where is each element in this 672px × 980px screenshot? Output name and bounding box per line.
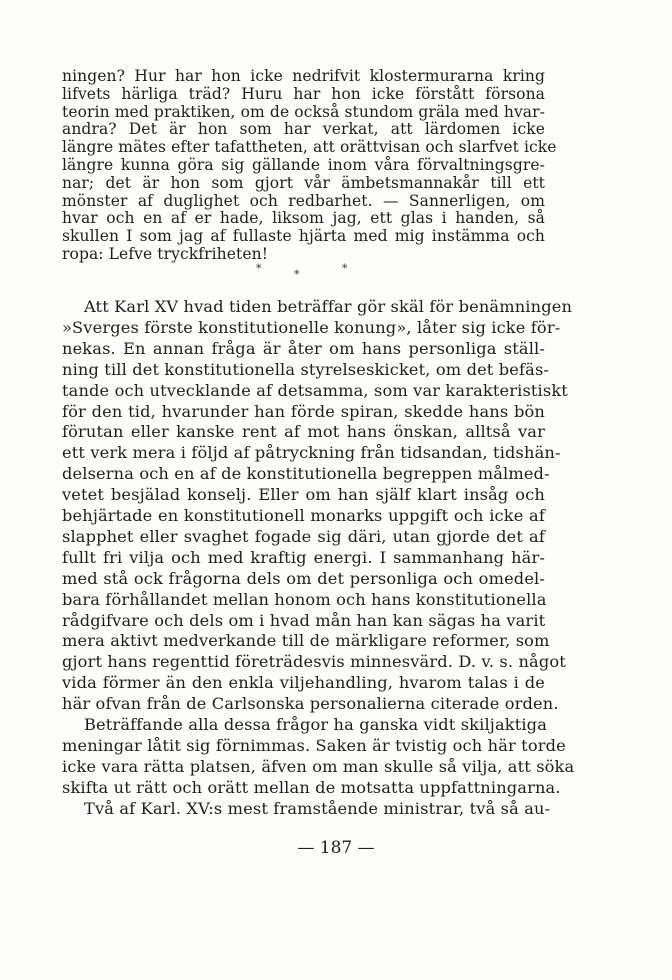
text-line: mera aktivt medverkande till de märkligare reformer, som	[62, 631, 550, 651]
text-line: slapphet eller svaghet fogade sig däri, utan gjorde det af	[62, 526, 545, 546]
text-line: ning till det konstitutionella styrelseskicket, om det befäs-	[62, 359, 550, 379]
text-line: ropa: Lefve tryckfriheten!	[62, 245, 269, 263]
asterisk: *	[294, 268, 300, 281]
text-line: vetet besjälad konselj. Eller om han själf klart insåg och	[62, 485, 545, 505]
text-line: bara förhållandet mellan honom och hans konstitutionella	[62, 589, 547, 609]
text-line: lifvets härliga träd? Huru har hon icke förstått försona	[62, 84, 545, 103]
text-line: hvar och en af er hade, liksom jag, ett glas i handen, så	[62, 209, 545, 228]
text-line: Två af Karl. XV:s mest framstående ministrar, två så au-	[84, 798, 551, 818]
text-line: Beträffande alla dessa frågor ha ganska vidt skiljaktiga	[84, 715, 547, 734]
text-line: ningen? Hur har hon icke nedrifvit klostermurarna kring	[62, 67, 545, 85]
text-line: meningar låtit sig förnimmas. Saken är tvistig och här torde	[62, 735, 566, 755]
text-line: delserna och en af de konstitutionella begreppen målmed-	[62, 464, 550, 484]
text-line: teorin med praktiken, om de också stundom gräla med hvar-	[62, 102, 545, 121]
text-line: rådgifvare och dels om i hvad mån han kan sägas ha varit	[62, 610, 546, 630]
text-line: med stå ock frågorna dels om det personliga och omedel-	[62, 568, 545, 588]
text-line: vida förmer än den enkla viljehandling, hvarom talas i de	[62, 673, 545, 693]
text-line: här ofvan från de Carlsonska personalierna citerade orden.	[62, 694, 559, 714]
text-line: ett verk mera i följd af påtryckning från tidsandan, tidshän-	[62, 443, 561, 463]
text-line: gjort hans regenttid företrädesvis minnesvärd. D. v. s. något	[62, 652, 566, 672]
text-line: skifta ut rätt och orätt mellan de motsatta uppfattningarna.	[62, 777, 561, 797]
section-divider-asterisks	[250, 262, 360, 282]
text-line: »Sverges förste konstitutionelle konung», låter sig icke för-	[62, 317, 561, 337]
text-line: icke vara rätta platsen, äfven om man skulle så vilja, att söka	[62, 756, 575, 776]
text-line: tande och utvecklande af detsamma, som var karakteristiskt	[62, 380, 568, 400]
text-line: andra? Det är hon som har verkat, att lärdomen icke	[62, 120, 545, 139]
page-number: — 187 —	[297, 838, 375, 858]
asterisk: *	[256, 262, 262, 275]
text-line: längre kunna göra sig gällande inom våra förvaltningsgre-	[62, 156, 545, 174]
text-line: för den tid, hvarunder han förde spiran, skedde hans bön	[62, 401, 545, 421]
asterisk: *	[342, 262, 348, 275]
text-line: fullt fri vilja och med kraftig energi. I sammanhang här-	[62, 547, 545, 567]
text-line: nekas. En annan fråga är åter om hans personliga ställ-	[62, 338, 545, 358]
text-line: förutan eller kanske rent af mot hans önskan, alltså var	[62, 422, 545, 442]
text-line: Att Karl XV hvad tiden beträffar gör skäl för benämningen	[84, 297, 573, 316]
text-line: mönster af duglighet och redbarhet. — Sannerligen, om	[62, 191, 545, 210]
text-line: behjärtade en konstitutionell monarks uppgift och icke af	[62, 506, 545, 525]
text-line: längre mätes efter tafattheten, att orättvisan och slarfvet icke	[62, 138, 557, 157]
text-line: skullen I som jag af fullaste hjärta med mig instämma och	[62, 227, 545, 246]
text-line: nar; det är hon som gjort vår ämbetsmannakår till ett	[62, 173, 545, 192]
